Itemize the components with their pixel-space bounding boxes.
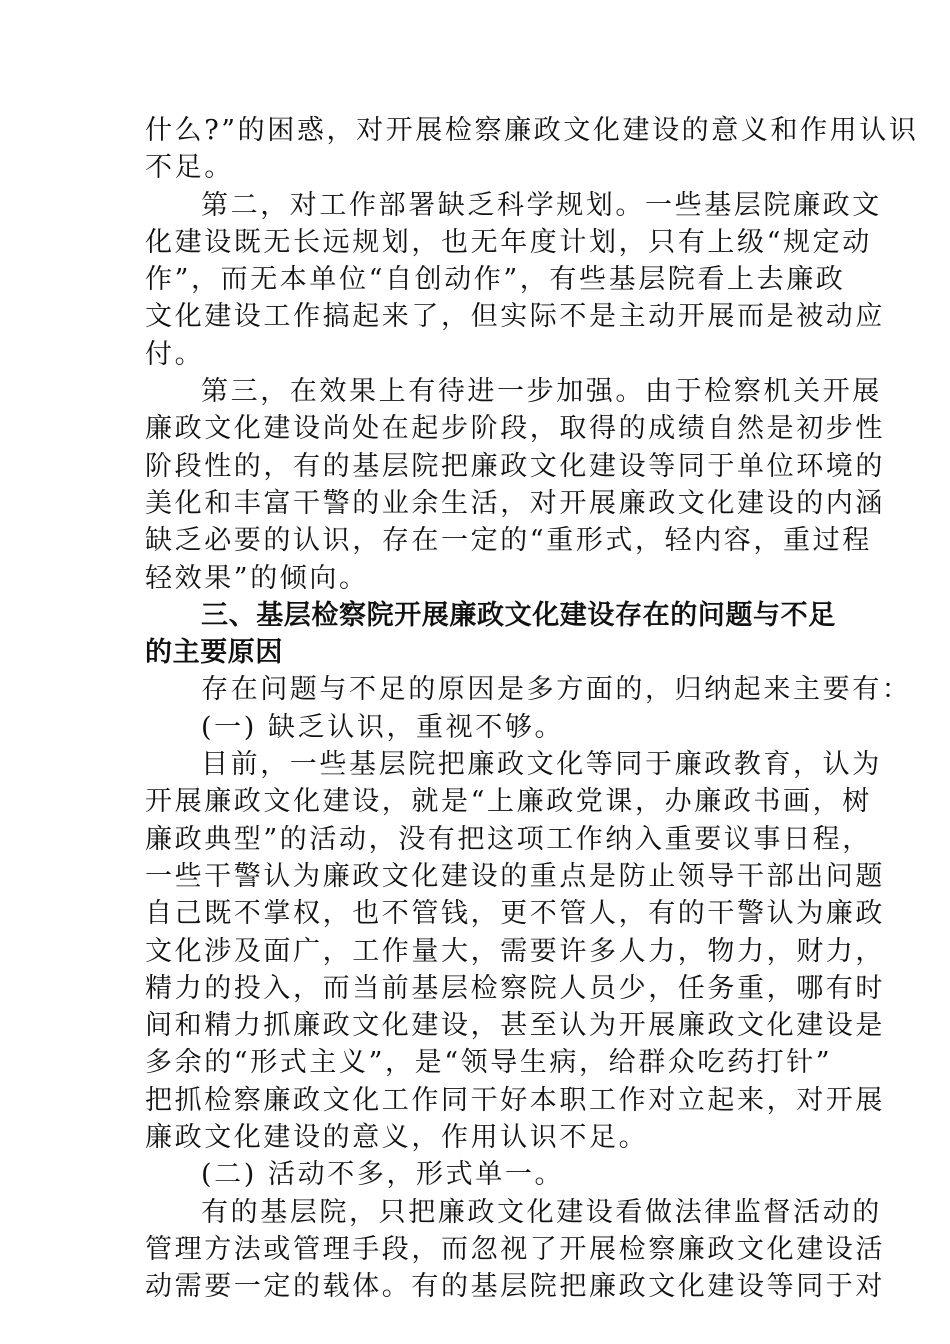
text-line: 间和精力抓廉政文化建设，甚至认为开展廉政文化建设是 [145, 1010, 885, 1042]
text-line: 动需要一定的载体。有的基层院把廉政文化建设等同于对 [145, 1271, 885, 1303]
text-line: 管理方法或管理手段，而忽视了开展检察廉政文化建设活 [145, 1233, 885, 1265]
text-line: 文化建设工作搞起来了，但实际不是主动开展而是被动应 [145, 301, 885, 333]
text-line: 作”，而无本单位“自创动作”，有些基层院看上去廉政 [145, 264, 846, 296]
text-line: 轻效果”的倾向。 [145, 562, 369, 594]
text-line: 美化和丰富干警的业余生活，对开展廉政文化建设的内涵 [145, 487, 885, 519]
paragraph-first-line: 存在问题与不足的原因是多方面的，归纳起来主要有： [201, 674, 912, 706]
subheading: (二) 活动不多，形式单一。 [201, 1159, 565, 1191]
subheading: (一) 缺乏认识，重视不够。 [201, 711, 565, 743]
text-line: 自己既不掌权，也不管钱，更不管人，有的干警认为廉政 [145, 898, 885, 930]
paragraph-first-line: 第三，在效果上有待进一步加强。由于检察机关开展 [201, 376, 882, 408]
text-line: 付。 [145, 338, 205, 370]
text-line: 阶段性的，有的基层院把廉政文化建设等同于单位环境的 [145, 450, 885, 482]
text-line: 开展廉政文化建设，就是“上廉政党课，办廉政书画，树 [145, 786, 872, 818]
paragraph-first-line: 目前，一些基层院把廉政文化等同于廉政教育，认为 [201, 749, 882, 781]
text-line: 把抓检察廉政文化工作同干好本职工作对立起来，对开展 [145, 1084, 885, 1116]
text-line: 一些干警认为廉政文化建设的重点是防止领导干部出问题 [145, 860, 885, 892]
text-line: 廉政文化建设尚处在起步阶段，取得的成绩自然是初步性 [145, 413, 885, 445]
text-line: 缺乏必要的认识，存在一定的“重形式，轻内容，重过程 [145, 525, 872, 557]
paragraph-first-line: 有的基层院，只把廉政文化建设看做法律监督活动的 [201, 1196, 882, 1228]
text-line: 多余的“形式主义”，是“领导生病，给群众吃药打针” [145, 1047, 833, 1079]
text-line: 廉政典型”的活动，没有把这项工作纳入重要议事日程， [145, 823, 872, 855]
text-line: 文化涉及面广，工作量大，需要许多人力，物力，财力， [145, 935, 885, 967]
section-heading-continued: 的主要原因 [145, 637, 283, 669]
text-line: 不足。 [145, 152, 234, 184]
text-line: 精力的投入，而当前基层检察院人员少，任务重，哪有时 [145, 972, 885, 1004]
paragraph-first-line: 第二，对工作部署缺乏科学规划。一些基层院廉政文 [201, 189, 882, 221]
section-heading: 三、基层检察院开展廉政文化建设存在的问题与不足 [201, 599, 836, 631]
document-body [145, 112, 919, 1306]
text-line: 什么?”的困惑，对开展检察廉政文化建设的意义和作用认识 [145, 115, 919, 146]
text-line: 化建设既无长远规划，也无年度计划，只有上级“规定动 [145, 226, 872, 258]
text-line: 廉政文化建设的意义，作用认识不足。 [145, 1122, 649, 1154]
